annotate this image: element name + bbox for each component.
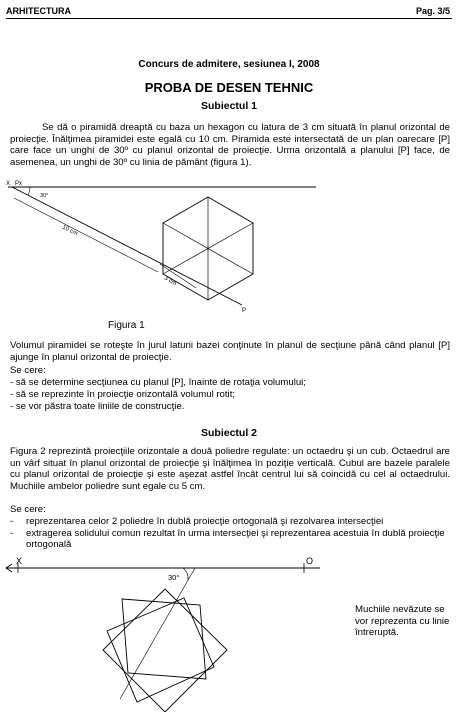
subject-2-intro: Figura 2 reprezintă proiecţiile orizontale a două poliedre regulate: un octaedru şi un cub. Octaedrul are un vârf situat în planul orizontal de proiecţie şi înălţimea în poziţie verticală. Cubul are bazele paralele cu planul orizontal de proiecţie şi este aşezat astfel încât centrul lui să coincidă cu cel al octaedrului. Muchiile ambelor poliedre sunt egale cu 5 cm. (10, 446, 450, 492)
plane-trace-p (12, 187, 242, 305)
figure-1 (0, 176, 458, 326)
figure-2-angle-label: 30° (168, 573, 180, 582)
exam-title: Concurs de admitere, sesiunea I, 2008 (138, 59, 320, 70)
figure-1-p-label: P (242, 308, 247, 314)
figure-1-px-label: Px (15, 181, 23, 187)
header-page-number: Pag. 3/5 (415, 6, 450, 16)
test-title: PROBA DE DESEN TEHNIC (144, 80, 314, 95)
subject-1-req-1: - să se determine secţiunea cu planul [P], înainte de rotaţia volumului; (10, 377, 306, 388)
subject-2-req-title: Se cere: (10, 504, 46, 515)
subject-1-title: Subiectul 1 (200, 100, 257, 112)
subject-2-title: Subiectul 2 (200, 427, 257, 439)
list-item: - extragerea solidului comun rezultat în urma intersecţiei şi reprezentarea acestuia în dublă proiecţie ortogonală (10, 527, 445, 551)
figure-1-dist-3: 3 cm (163, 275, 178, 288)
subject-1-req-title: Se cere: (10, 365, 46, 376)
square-2 (122, 599, 206, 679)
axis-through-center (120, 568, 195, 699)
square-1 (103, 589, 227, 712)
subject-1-intro: Se dă o piramidă dreaptă cu baza un hexagon cu latura de 3 cm situată în planul orizontal de proiecţie. Înălţimea piramidei este egală cu 10 cm. Piramida este intersectată de un plan oarecare [P] care face un unghi de 30º cu planul orizontal de proiecţie. Urma orizontală a planului [P] face, de asemenea, un unghi de 30º cu linia de pământ (figura 1). (10, 122, 450, 168)
subject-1-rotation: Volumul piramidei se roteşte în jurul laturii bazei conţinute în planul de secţiune până când planul [P] ajunge în planul orizontal de proiecţie. (10, 340, 450, 363)
angle-arc (183, 568, 188, 580)
hidden-edges-note: Muchiile nevăzute se vor reprezenta cu linie întreruptă. (355, 604, 450, 639)
figure-1-angle-label: 30° (40, 193, 49, 199)
subject-2-req-list (10, 516, 450, 551)
figure-1-x-label: X (6, 181, 11, 187)
subject-1-req-2: - să se reprezinte în proiecţie orizontală volumul rotit; (10, 389, 236, 400)
subject-1-req-3: - se vor păstra toate liniile de construcţie. (10, 401, 185, 412)
page-header (6, 4, 452, 19)
figure-1-dist-10: 10 cm (61, 224, 79, 238)
figure-1-caption: Figura 1 (108, 320, 145, 331)
list-item: - reprezentarea celor 2 poliedre în dublă proiecţie ortogonală şi rezolvarea intersecţiei (10, 516, 384, 527)
figure-2-o-label: O (306, 556, 314, 566)
angle-arc (28, 187, 30, 195)
header-subject: ARHITECTURA (6, 6, 71, 16)
dimension-line-10cm (14, 198, 158, 272)
figure-2-x-label: X (16, 556, 23, 566)
